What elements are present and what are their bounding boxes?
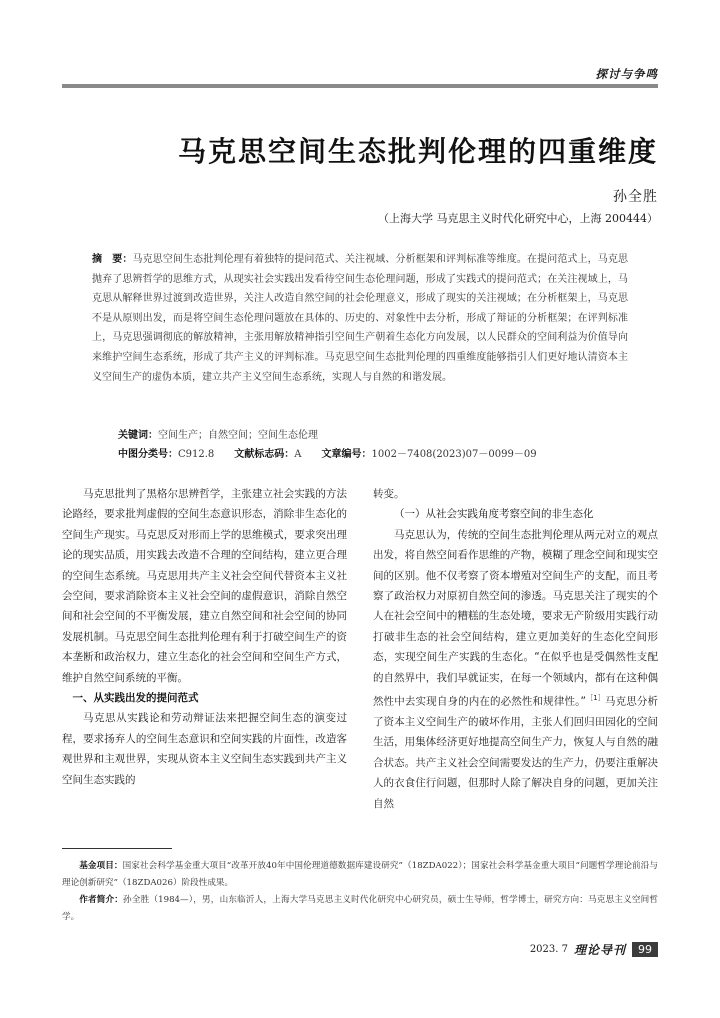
- clc-value: C912.8: [178, 449, 215, 460]
- clc-label: 中图分类号：: [118, 449, 178, 460]
- article-title: 马克思空间生态批判伦理的四重维度: [177, 135, 658, 168]
- footnotes: [62, 858, 658, 926]
- doc-code-value: A: [294, 449, 302, 460]
- section-label: 探讨与争鸣: [595, 67, 658, 81]
- body-paragraph: 马克思从实践论和劳动辩证法来把握空间生态的演变过程，要求扬弃人的空间生态意识和空间实践的片面性，改造客观世界和主观世界，实现从资本主义空间生态实践到共产主义空间生态实践的: [62, 712, 347, 786]
- page-number: 99: [632, 942, 658, 957]
- funding-text: 国家社会科学基金重大项目“改革开放40年中国伦理道德数据库建设研究”（18ZDA022）；国家社会科学基金重大项目“问题哲学理论前沿与理论创新研究”（18ZDA026）阶段性成果。: [62, 861, 658, 888]
- body-paragraph: 马克思批判了黑格尔思辨哲学，主张建立社会实践的方法论路经，要求批判虚假的空间生态意识形态，消除非生态化的空间生产现实。马克思反对形而上学的思维模式，要求突出理论的现实品质，用实践去改造不合理的空间结构，建立更合理的空间生态系统。马克思用共产主义社会空间代替资本主义社会空间，要求消除资本主义社会空间的虚假意识，消除自然空间和社会空间的不平衡发展，建立自然空间和社会空间的协同发展机制。马克思空间生态批判伦理有利于打破空间生产的资本垄断和政治权力，建立生态化的社会空间和空间生产方式，维护自然空间系统的平衡。: [62, 488, 347, 684]
- abstract: [92, 250, 628, 387]
- abstract-text: 马克思空间生态批判伦理有着独特的提问范式、关注视域、分析框架和评判标准等维度。在提问范式上，马克思抛弃了思辨哲学的思维方式，从现实社会实践出发看待空间生态伦理问题，形成了实践式的提问范式；在关注视域上，马克思从解释世界过渡到改造世界，关注人改造自然空间的社会伦理意义，形成了现实的关注视域；在分析框架上，马克思不是从原则出发，而是将空间生态伦理问题放在具体的、历史的、对象性中去分析，形成了辩证的分析框架；在评判标准上，马克思强调彻底的解放精神，主张用解放精神指引空间生产朝着生态化方向发展，以人民群众的空间利益为价值导向来维护空间生态系统，形成了共产主义的评判标准。马克思空间生态批判伦理的四重维度能够指引人们更好地认清资本主义空间生产的虚伪本质，建立共产主义空间生态系统，实现人与自然的和谐发展。: [92, 254, 629, 383]
- subsection-heading: （一）从社会实践角度考察空间的非生态化: [394, 508, 594, 521]
- keywords: [118, 426, 318, 441]
- funding-label: 基金项目：: [79, 861, 123, 871]
- header-rule: [62, 84, 658, 88]
- keywords-text: 空间生产；自然空间；空间生态伦理: [158, 430, 318, 441]
- journal-name: 理论导刊: [573, 942, 626, 957]
- author-bio-text: 孙全胜（1984—），男，山东临沂人，上海大学马克思主义时代化研究中心研究员，硕士生导师，哲学博士，研究方向：马克思主义空间哲学。: [62, 895, 658, 922]
- doc-code-label: 文献标志码：: [234, 449, 295, 460]
- abstract-label: 摘 要：: [92, 254, 133, 265]
- article-number-value: 1002－7408(2023)07－0099－09: [371, 449, 537, 460]
- author-affiliation: （上海大学 马克思主义时代化研究中心，上海 200444）: [378, 212, 658, 225]
- body-text: 马克思分析了资本主义空间生产的破坏作用，主张人们回归田园化的空间生活，用集体经济更好地提高空间生产力，恢复人与自然的融合状态。共产主义社会空间需要发达的生产力，仍要注重解决人的衣食住行问题，但那时人除了解决自身的问题，更加关注自然: [373, 695, 658, 810]
- funding-note: [62, 858, 658, 892]
- citation-ref[interactable]: ［1］: [585, 694, 605, 703]
- article-author: 孙全胜: [613, 189, 658, 205]
- keywords-label: 关键词：: [118, 430, 158, 441]
- author-bio-note: [62, 892, 658, 926]
- body-paragraph: 转变。: [373, 488, 405, 500]
- body-text: 马克思认为，传统的空间生态批判伦理从两元对立的观点出发，将自然空间看作思维的产物，模糊了理念空间和现实空间的区别。他不仅考察了资本增殖对空间生产的支配，而且考察了政治权力对原初自然空间的渗透。马克思关注了现实的个人在社会空间中的糟糕的生态处境，要求无产阶级用实践行动打破非生态的社会空间结构，建立更加美好的生态化空间形态，实现空间生产实践的生态化。“在似乎也是受偶然性支配的自然界中，我们早就证实，在每一个领域内，都有在这种偶然性中去实现自身的内在的必然性和规律性。”: [373, 528, 658, 708]
- classification-line: [118, 445, 537, 460]
- body-column-right: [373, 484, 658, 814]
- body-paragraph: [373, 525, 658, 814]
- section-heading: 一、从实践出发的提问范式: [72, 692, 199, 705]
- page-footer: [530, 940, 658, 958]
- author-bio-label: 作者简介：: [79, 895, 124, 905]
- issue-date: 2023. 7: [529, 943, 568, 955]
- footnote-rule: [62, 848, 172, 849]
- body-column-left: [62, 484, 347, 790]
- article-number-label: 文章编号：: [321, 449, 372, 460]
